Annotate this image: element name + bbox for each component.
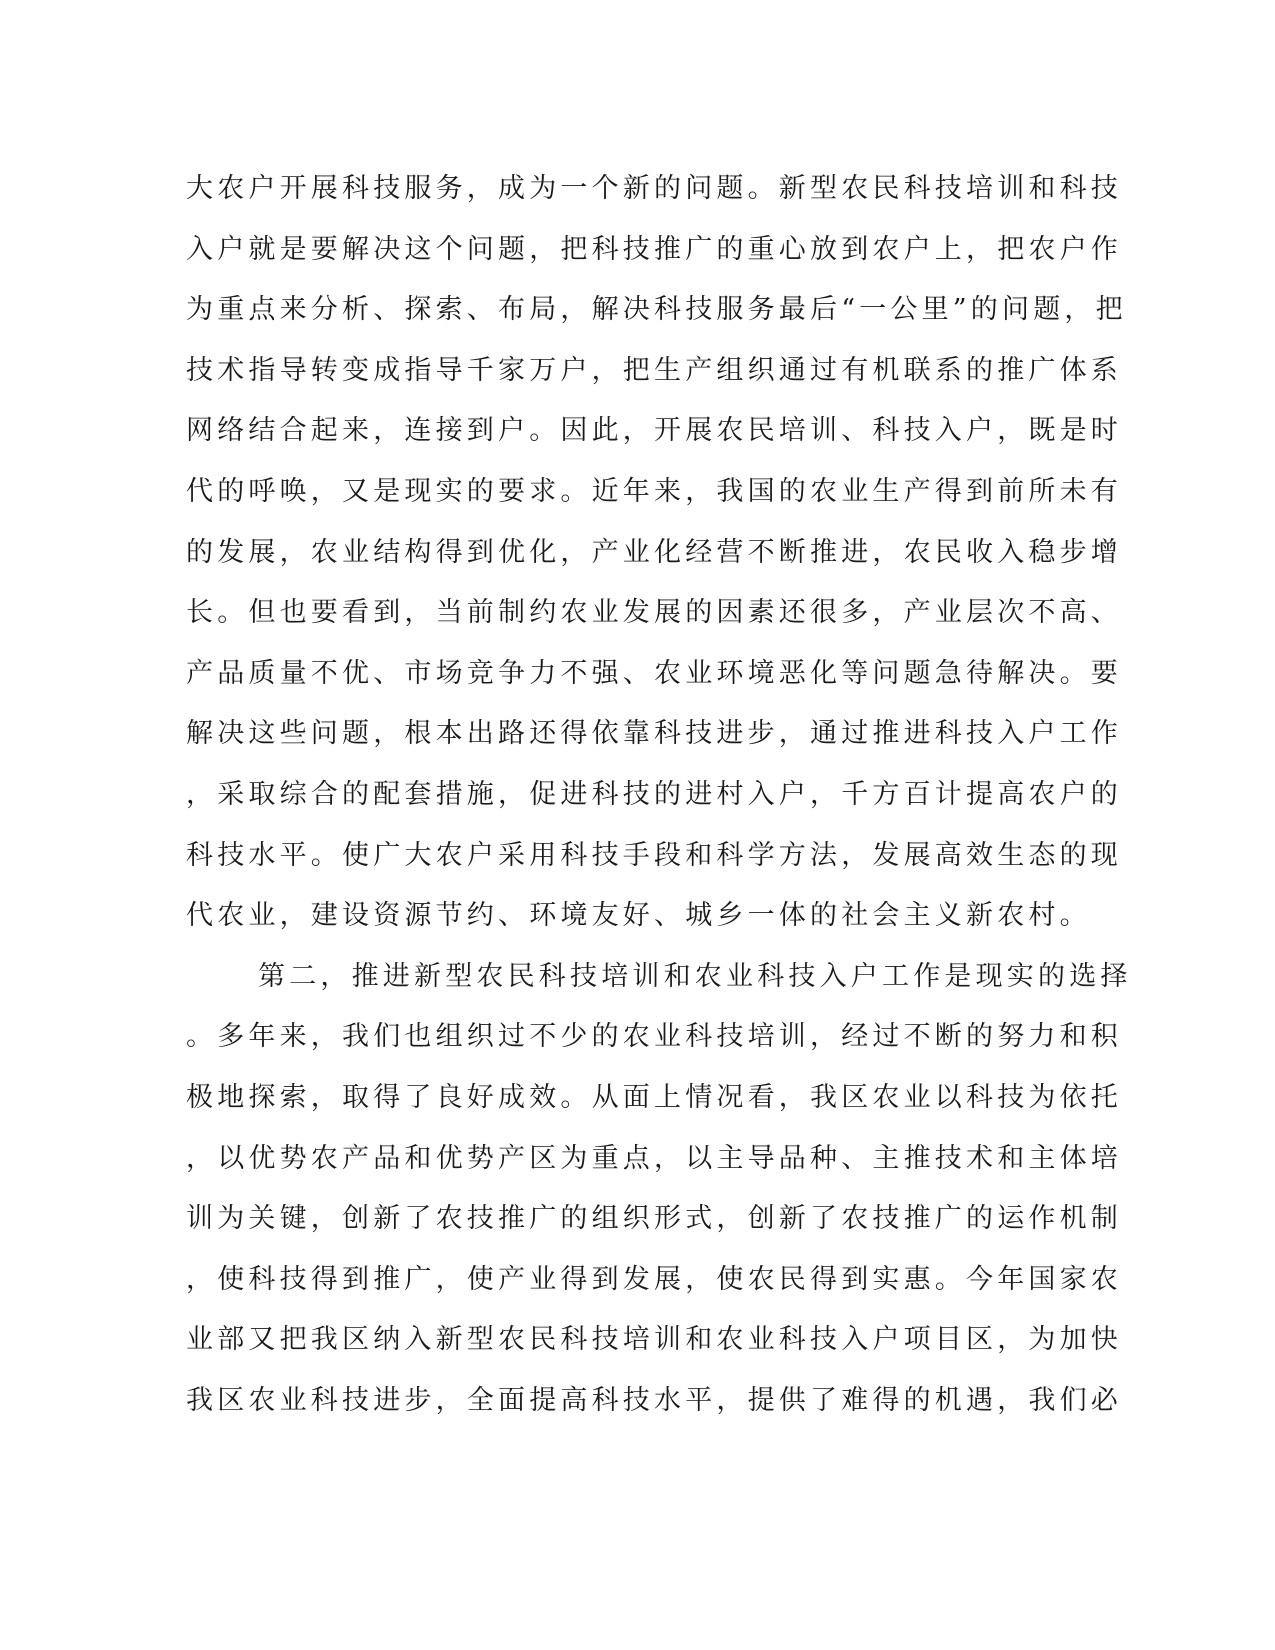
- paragraph-start-line: 第二，推进新型农民科技培训和农业科技入户工作是现实的选择: [258, 960, 1132, 992]
- text-line: ，使科技得到推广，使产业得到发展，使农民得到实惠。今年国家农: [186, 1263, 1122, 1295]
- body-text: [186, 159, 1132, 1431]
- text-line: ，以优势农产品和优势产区为重点，以主导品种、主推技术和主体培: [186, 1142, 1122, 1174]
- text-line: 技术指导转变成指导千家万户，把生产组织通过有机联系的推广体系: [186, 354, 1122, 386]
- text-line: 产品质量不优、市场竞争力不强、农业环境恶化等问题急待解决。要: [186, 657, 1122, 689]
- text-line: 极地探索，取得了良好成效。从面上情况看，我区农业以科技为依托: [186, 1081, 1122, 1113]
- text-line: 代农业，建设资源节约、环境友好、城乡一体的社会主义新农村。: [186, 900, 1091, 932]
- text-line: 代的呼唤，又是现实的要求。近年来，我国的农业生产得到前所未有: [186, 475, 1122, 507]
- text-line: 解决这些问题，根本出路还得依靠科技进步，通过推进科技入户工作: [186, 718, 1122, 750]
- text-line: ，采取综合的配套措施，促进科技的进村入户，千方百计提高农户的: [186, 778, 1122, 810]
- text-line: 我区农业科技进步，全面提高科技水平，提供了难得的机遇，我们必: [186, 1384, 1122, 1416]
- text-line: 。多年来，我们也组织过不少的农业科技培训，经过不断的努力和积: [186, 1021, 1122, 1053]
- text-line: 业部又把我区纳入新型农民科技培训和农业科技入户项目区，为加快: [186, 1324, 1122, 1356]
- text-line: 大农户开展科技服务，成为一个新的问题。新型农民科技培训和科技: [186, 173, 1122, 204]
- text-line: 科技水平。使广大农户采用科技手段和科学方法，发展高效生态的现: [186, 839, 1122, 871]
- text-line: 为重点来分析、探索、布局，解决科技服务最后“一公里”的问题，把: [186, 294, 1127, 326]
- text-line: 的发展，农业结构得到优化，产业化经营不断推进，农民收入稳步增: [186, 536, 1122, 568]
- text-line: 入户就是要解决这个问题，把科技推广的重心放到农户上，把农户作: [186, 233, 1122, 265]
- text-line: 长。但也要看到，当前制约农业发展的因素还很多，产业层次不高、: [186, 597, 1122, 629]
- text-line: 网络结合起来，连接到户。因此，开展农民培训、科技入户，既是时: [186, 415, 1122, 447]
- text-line: 训为关键，创新了农技推广的组织形式，创新了农技推广的运作机制: [186, 1203, 1122, 1235]
